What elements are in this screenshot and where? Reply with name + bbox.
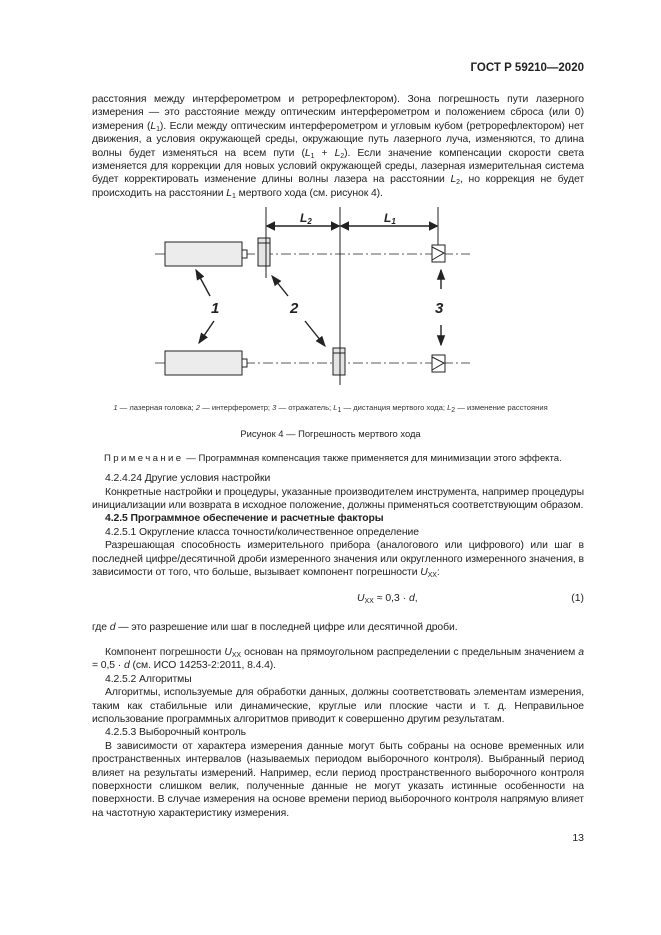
note: Примечание — Программная компенсация также применяется для минимизации этого эффекта. bbox=[104, 453, 562, 465]
paragraph-4-2-5-2: Алгоритмы, используемые для обработки данных, должны соответствовать элементам измерения, таким как стабильные или динамические, круглые или плоские части и т. д. Неправильное использование программных алгоритмов приводит к совершенно другим результатам. bbox=[92, 687, 584, 725]
page-number: 13 bbox=[572, 832, 584, 845]
label-2: 2 bbox=[290, 300, 299, 318]
figure-caption: Рисунок 4 — Погрешность мертвого хода bbox=[240, 428, 421, 440]
heading-4-2-5-1: 4.2.5.1 Округление класса точности/количественное определение bbox=[105, 526, 419, 538]
formula-1: $U_{XX} \approx 0,3 \cdot d$, (1) bbox=[357, 592, 584, 605]
label-3: 3 bbox=[435, 300, 444, 318]
heading-4-2-4-24: 4.2.4.24 Другие условия настройки bbox=[105, 473, 271, 485]
paragraph-4-2-5-3: В зависимости от характера измерения данные могут быть собраны на основе временных или пространственных интервалов (называемых периодом выборочного контроля). Выбранный период влияет на результаты измерений. Например, если период пространственного выборочного контроля поверхности слишком велик, полученные данные не могут указать истинные особенности на поверхности. В случае измерения на основе времени период выборочного контроля напрямую влияет на частотную характеристику измерения. bbox=[92, 740, 584, 819]
paragraph-dead-path: расстояния между интерферометром и ретрорефлектором). Зона погрешность пути лазерного измерения — это расстояние между оптическим интерферометром и положением сброса (или 0) измерения $(L_1)$. Если между оптическим интерферометром и угловым кубом (ретрорефлектором) нет движения, а условия окружающей среды, окружающие путь лазерного луча, изменяются, то длина волны будет изменяться на всем пути $(L_1 + L_2)$. Если значение компенсации скорости света изменяется для коррекции для новых условий окружающей среды, лазерная измерительная система будет корректировать изменение длины волны лазера на расстоянии $L_2$, но коррекция не будет происходить на расстоянии $L_1$ мертвого хода (см. рисунок 4). bbox=[92, 94, 585, 200]
paragraph-where: где d — это разрешение или шаг в последней цифре или десятичной дроби. bbox=[92, 621, 458, 633]
interferometer-upper bbox=[258, 238, 270, 266]
paragraph-4-2-4-24: Конкретные настройки и процедуры, указанные производителем инструмента, например процедуры инициализации или возврата в исходное положение, должны применяться соответствующим образом. bbox=[92, 486, 584, 512]
laser-nub-upper bbox=[242, 250, 247, 258]
interferometer-lower bbox=[333, 348, 345, 375]
formula-number: (1) bbox=[571, 592, 584, 604]
arrow-1-down bbox=[199, 321, 214, 343]
figure-dead-path-diagram bbox=[155, 200, 475, 390]
figure-4 bbox=[92, 200, 584, 390]
paragraph-4-2-5-1: Разрешающая способность измерительного прибора (аналогового или цифрового) или шаг в последней цифре/десятичной дроби измеренного значения или округленного измеренного значения, в зависимости от того, что больше, вызывает компонент погрешности $U_{XX}$: bbox=[92, 540, 584, 580]
figure-legend: 1 — лазерная головка; 2 — интерферометр; 3 — отражатель; $L_1$ — дистанция мертвого хода; $L_2$ — изменение расстояния bbox=[113, 403, 548, 415]
arrow-2-up bbox=[272, 276, 288, 296]
laser-head-lower bbox=[165, 351, 242, 375]
heading-4-2-5-3: 4.2.5.3 Выборочный контроль bbox=[105, 727, 247, 739]
heading-4-2-5-2: 4.2.5.2 Алгоритмы bbox=[105, 673, 192, 685]
label-l2: L2 bbox=[300, 211, 312, 227]
paragraph-component: Компонент погрешности $U_{XX}$ основан на прямоугольном распределении с предельным значением a = 0,5 · d (см. ИСО 14253-2:2011, 8.4.4). bbox=[92, 646, 584, 672]
laser-nub-lower bbox=[242, 359, 247, 367]
document-id: ГОСТ Р 59210—2020 bbox=[470, 62, 584, 74]
heading-4-2-5: 4.2.5 Программное обеспечение и расчетные факторы bbox=[105, 513, 384, 525]
arrow-2-down bbox=[305, 321, 325, 346]
laser-head-upper bbox=[165, 242, 242, 266]
arrow-1-up bbox=[196, 270, 210, 296]
label-l1: L1 bbox=[384, 211, 396, 227]
label-1: 1 bbox=[211, 300, 220, 318]
